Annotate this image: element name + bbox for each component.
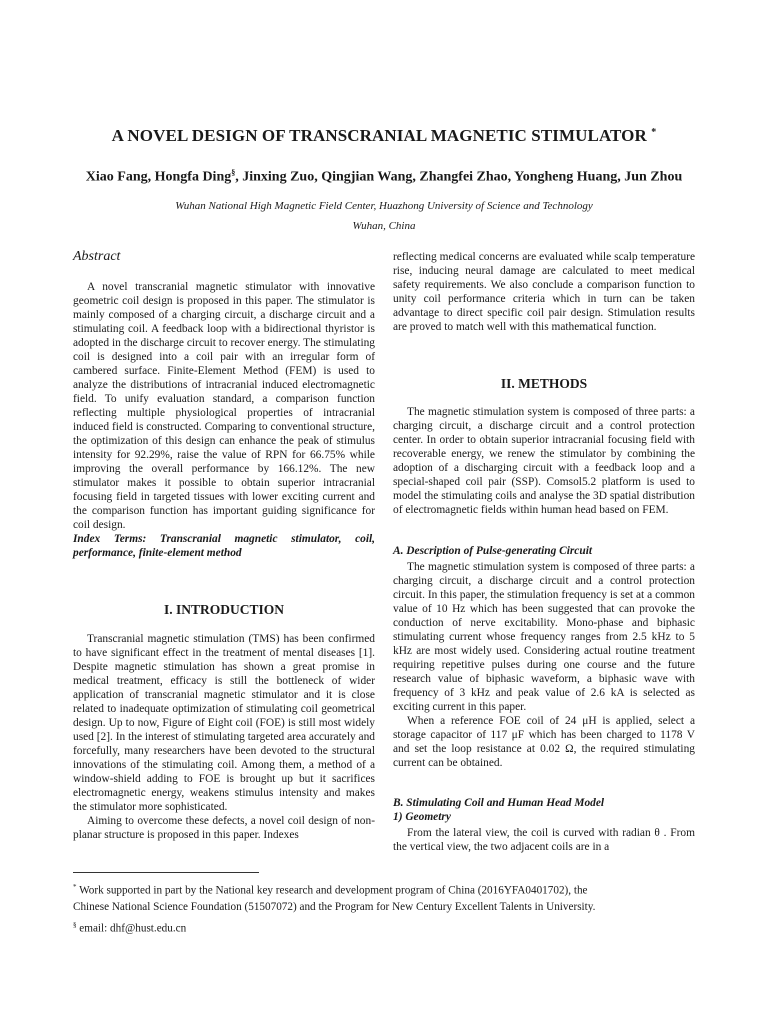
paper-title-text: A NOVEL DESIGN OF TRANSCRANIAL MAGNETIC STIMULATOR — [111, 126, 647, 145]
title-footnote-mark: * — [651, 127, 657, 138]
footnote-2-text: email: dhf@hust.edu.cn — [79, 922, 187, 935]
footnote-1-mark: * — [73, 883, 77, 891]
abstract-text: A novel transcranial magnetic stimulator with innovative geometric coil design is proposed in this paper. The stimulator is mainly composed of a charging circuit, a discharge circuit and a stimulating coil. A feedback loop with a bidirectional thyristor is adopted in the discharge circuit to recover energy. The stimulating coil is designed into a coil pair with an irregular form of cambered surface. Finite-Element Method (FEM) is used to analyze the distributions of intracranial induced electromagnetic field. To unify evaluation standard, a comparison function reflecting multiple physiological properties of intracranial induced field is constructed. Comparing to conventional structure, the optimization of this design can enhance the peak of stimulus intensity for 92.29%, raise the value of RPN for 66.75% while improving the overall performance by 166.12%. The new stimulator makes it possible to obtain superior intracranial focusing field in targeted tissues with lower exciting current and the comparison function has important guiding significance for coil design. — [73, 281, 375, 531]
section-b-heading: B. Stimulating Coil and Human Head Model — [393, 797, 605, 809]
introduction-heading: I. INTRODUCTION — [163, 602, 285, 617]
introduction-section — [73, 632, 375, 842]
section-a-heading: A. Description of Pulse-generating Circuit — [393, 545, 593, 557]
paper-title — [0, 126, 768, 146]
footnote-divider — [73, 872, 259, 873]
intro-continuation — [393, 250, 695, 334]
footnote-2-mark: § — [73, 921, 77, 929]
intro-continuation-text: reflecting medical concerns are evaluated while scalp temperature rise, inducing neural damage are calculated to meet medical safety requirements. We also conclude a comparison function to unity coil performance criteria which in turn can be taken advantage to direct specific coil pair design. Stimulation results are proved to match well with this mathematical function. — [393, 251, 695, 333]
intro-paragraph-1: Transcranial magnetic stimulation (TMS) has been confirmed to have significant effect in the treatment of mental diseases [1]. Despite magnetic stimulation has shown a great promise in medical treatment, efficacy is still the bottleneck of wider application of transcranial magnetic stimulator and it is close related to inadequate optimization of stimulating coil geometrical design. Up to now, Figure of Eight coil (FOE) is still most widely used [2]. In the interest of stimulating targeted area accurately and forcefully, many researchers have been devoted to the structural innovations of the stimulating coil. Among them, a method of a window-shield adding to FOE is brought up but it sacrifices electromagnetic energy, weakens stimulus intensity and makes the stimulator more sophisticated. — [73, 633, 375, 813]
affiliation: Wuhan National High Magnetic Field Center, Huazhong University of Science and Technology — [175, 200, 593, 212]
footnote-2 — [73, 918, 693, 936]
index-terms: Index Terms: Transcranial magnetic stimulator, coil, performance, finite-element method — [73, 533, 375, 559]
footnote-1-text-a: Work supported in part by the National key research and development program of China (2016YFA0401702), the — [79, 884, 588, 897]
geometry-paragraph: From the lateral view, the coil is curved with radian θ . From the vertical view, the two adjacent coils are in a — [393, 827, 695, 853]
section-a-paragraph-1: The magnetic stimulation system is composed of three parts: a charging circuit, a discharge circuit and a control protection circuit. In this paper, the stimulation frequency is set at a common value of 10 Hz which has been suggested that can provoke the conduction of nerve excitability. Mono-phase and biphasic stimulating current whose frequency ranges from 2.5 kHz to 5 kHz are most widely used. Considering actual routine treatment requiring repetitive pulses during one course and the future research value of biphasic waveform, a biphasic wave with frequency of 3 kHz and peak value of 2.6 kA is selected as exciting current in this paper. — [393, 561, 695, 713]
author-footnote-mark: § — [231, 168, 236, 177]
authors-part2: , Jinxing Zuo, Qingjian Wang, Zhangfei Zhao, Yongheng Huang, Jun Zhou — [235, 169, 683, 185]
abstract-section — [73, 280, 375, 560]
footnote-1-line-1 — [73, 880, 693, 898]
methods-section — [393, 405, 695, 517]
section-a — [393, 560, 695, 770]
intro-paragraph-2: Aiming to overcome these defects, a novel coil design of non-planar structure is proposed in this paper. Indexes — [73, 815, 375, 841]
author-list — [80, 164, 688, 186]
section-b — [393, 826, 695, 854]
footnote-1-line-2: Chinese National Science Foundation (51507072) and the Program for New Century Excellent Talents in University. — [73, 901, 596, 913]
methods-heading: II. METHODS — [500, 376, 588, 391]
geometry-subheading: 1) Geometry — [393, 811, 451, 823]
section-a-paragraph-2: When a reference FOE coil of 24 μH is applied, select a storage capacitor of 117 μF which has been charged to 1178 V and set the loop resistance at 0.02 Ω, the required stimulating current can be obtained. — [393, 715, 695, 769]
affiliation-location: Wuhan, China — [352, 220, 416, 232]
methods-paragraph: The magnetic stimulation system is composed of three parts: a charging circuit, a discharge circuit and a control protection center. In order to obtain superior intracranial focusing field with recoverable energy, we renew the stimulator by combining the adoption of a discharging circuit with a feedback loop and a special-shaped coil pair (SSP). Comsol5.2 platform is used to model the stimulating coils and analyse the 3D spatial distribution of electromagnetic fields within human head based on FEM. — [393, 406, 695, 516]
abstract-heading: Abstract — [73, 249, 121, 264]
authors-part1: Xiao Fang, Hongfa Ding — [85, 169, 232, 185]
